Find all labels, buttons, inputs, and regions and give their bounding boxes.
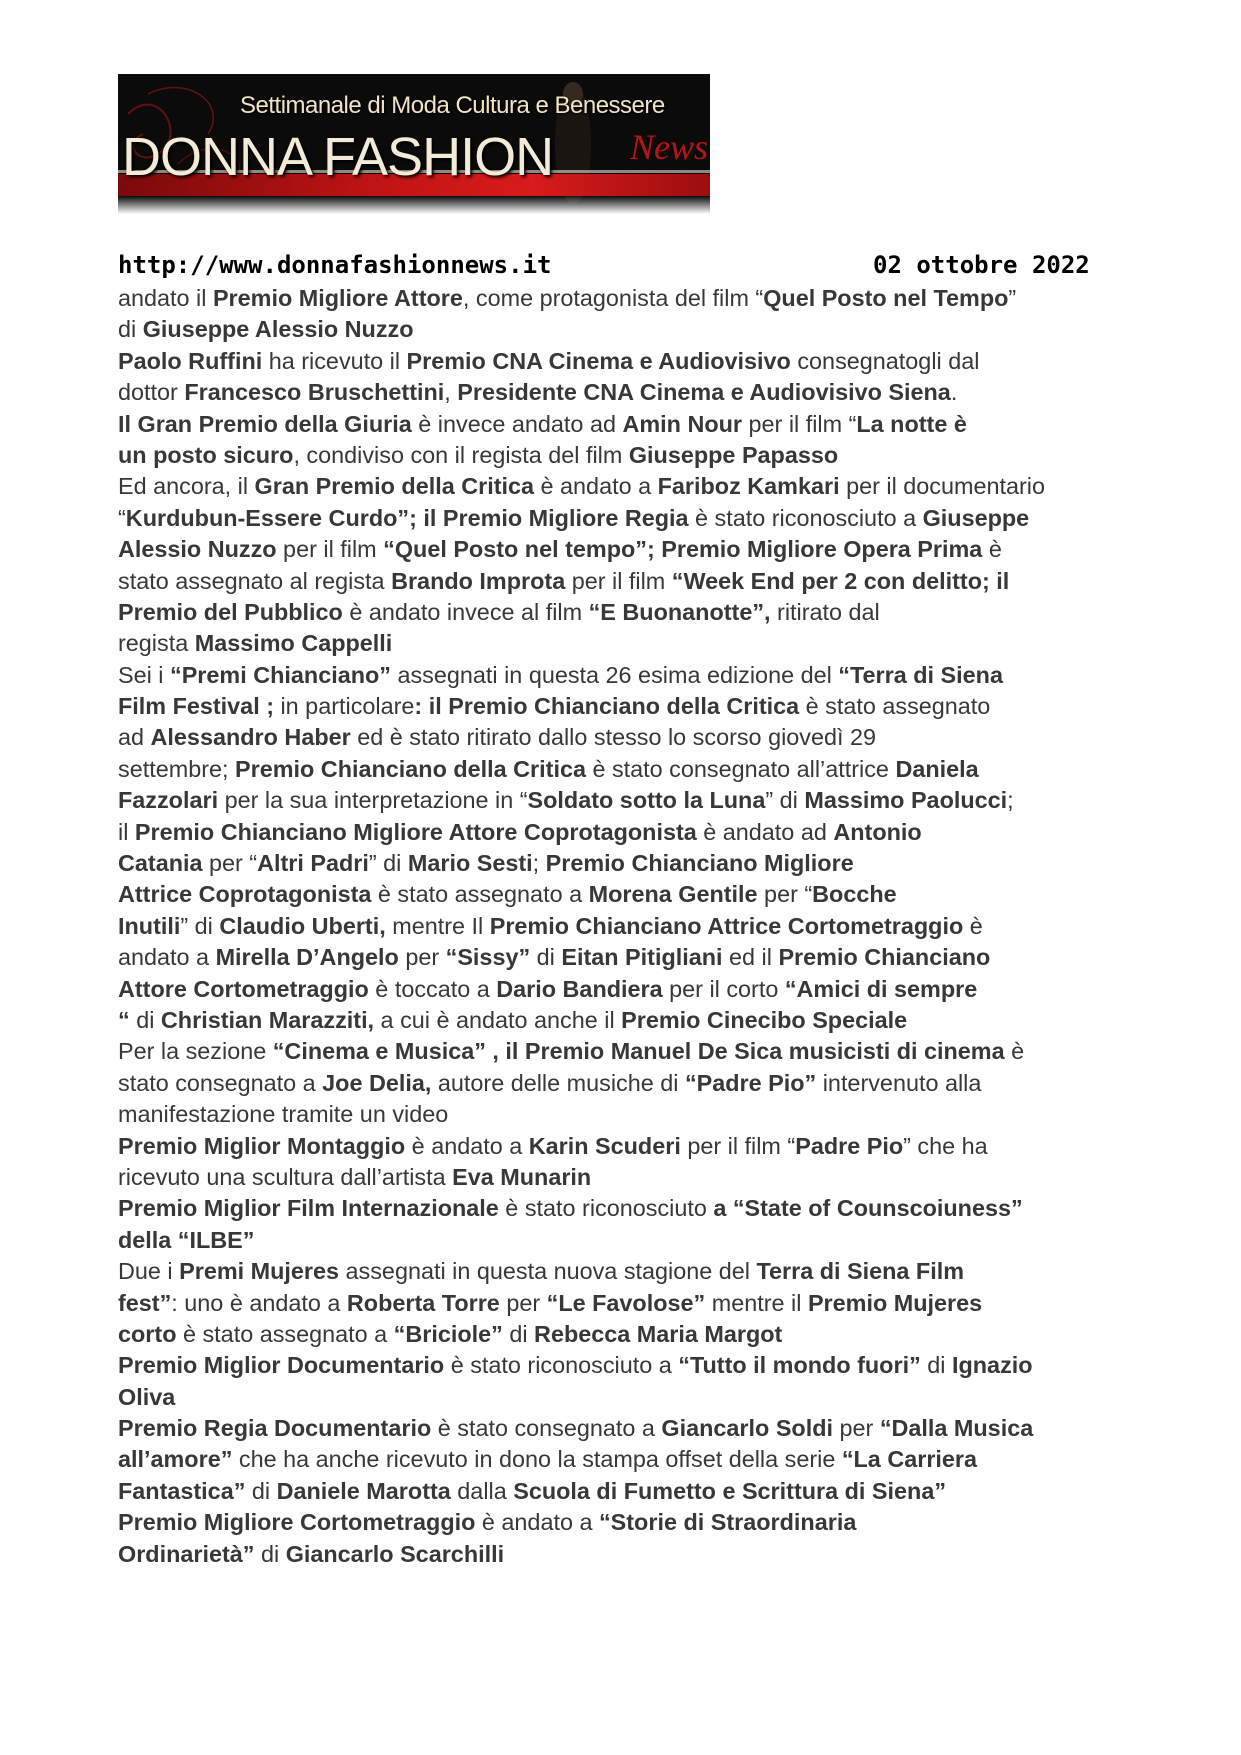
masthead-fade: [118, 196, 710, 214]
text-run: : uno è andato a: [171, 1289, 347, 1316]
bold-text-run: Quel Posto nel Tempo: [763, 285, 1009, 311]
text-run: è andato invece al film: [342, 598, 589, 625]
bold-text-run: Dario Bandiera: [496, 975, 663, 1002]
bold-text-run: Ordinarietà”: [118, 1540, 255, 1567]
bold-text-run: “E Buonanotte”,: [588, 598, 771, 625]
bold-text-run: “Sissy”: [445, 944, 531, 971]
text-run: è stato riconosciuto a: [444, 1352, 679, 1379]
masthead-logo: [118, 74, 710, 214]
bold-text-run: Premio Migliore Attore: [212, 285, 463, 311]
text-run: .: [950, 379, 958, 406]
bold-text-run: Joe Delia,: [322, 1069, 432, 1096]
text-run: per: [833, 1415, 880, 1442]
text-run: è stato assegnato a: [176, 1320, 394, 1347]
bold-text-run: “Terra di Siena: [838, 661, 1003, 688]
bold-text-run: “Premi Chianciano”: [170, 661, 391, 688]
text-run: è stato riconosciuto a: [688, 504, 923, 531]
text-run: di: [530, 944, 562, 971]
bold-text-run: Rebecca Maria Margot: [534, 1320, 783, 1347]
text-run: regista: [118, 630, 195, 657]
article-line: [118, 1288, 1118, 1319]
text-run: ,: [444, 379, 458, 406]
bold-text-run: Terra di Siena Film: [756, 1258, 965, 1285]
text-run: per il film “: [680, 1132, 796, 1159]
source-url: http://www.donnafashionnews.it: [118, 251, 552, 279]
text-run: ritirato dal: [770, 598, 880, 625]
bold-text-run: Premio Regia Documentario: [118, 1415, 432, 1442]
text-run: è: [982, 536, 1002, 563]
text-run: dottor: [118, 379, 185, 406]
text-run: di: [502, 1320, 535, 1347]
text-run: per “: [202, 850, 258, 877]
article-line: [118, 597, 1118, 628]
article-line: [118, 785, 1118, 816]
text-run: ” di: [180, 912, 220, 939]
article-line: [118, 503, 1118, 534]
text-run: “: [118, 504, 126, 531]
bold-text-run: Oliva: [118, 1383, 176, 1410]
text-run: andato il: [118, 285, 213, 311]
bold-text-run: Gran Premio della Critica: [254, 473, 535, 500]
text-run: , come protagonista del film “: [462, 285, 764, 311]
text-run: in particolare: [273, 693, 415, 720]
bold-text-run: “Quel Posto nel tempo”; Premio Migliore Opera Prima: [383, 536, 983, 563]
article-line: [118, 534, 1118, 565]
text-run: di: [920, 1352, 952, 1379]
text-run: settembre;: [118, 755, 235, 782]
text-run: ” di: [765, 787, 805, 814]
text-run: è andato ad: [696, 818, 834, 845]
bold-text-run: Premio Chianciano Migliore Attore Coprotagonista: [134, 818, 697, 845]
bold-text-run: Giancarlo Soldi: [661, 1415, 833, 1442]
text-run: ha ricevuto il: [262, 347, 407, 374]
article-line: [118, 911, 1118, 942]
bold-text-run: Premio Miglior Film Internazionale: [118, 1195, 499, 1222]
article-line: [118, 974, 1118, 1005]
article-line: [118, 848, 1118, 879]
bold-text-run: “Amici di sempre: [784, 975, 978, 1002]
text-run: è andato a: [534, 473, 658, 500]
article-line: [118, 1476, 1118, 1507]
article-line: [118, 1350, 1118, 1381]
bold-text-run: Ignazio: [951, 1352, 1033, 1379]
article-line: [118, 1413, 1118, 1444]
text-run: per il documentario: [839, 473, 1046, 500]
text-run: manifestazione tramite un video: [118, 1101, 449, 1128]
bold-text-run: Alessio Nuzzo: [118, 536, 277, 563]
text-run: è: [1004, 1038, 1025, 1065]
article-line: [118, 1444, 1118, 1475]
bold-text-run: Premio Chianciano: [778, 944, 991, 971]
text-run: ad: [118, 724, 151, 751]
bold-text-run: “Le Favolose”: [546, 1289, 706, 1316]
text-run: per il film: [565, 567, 672, 594]
bold-text-run: Premio Chianciano Attrice Cortometraggio: [489, 912, 964, 939]
bold-text-run: Roberta Torre: [346, 1289, 500, 1316]
bold-text-run: “Storie di Straordinaria: [598, 1509, 857, 1536]
bold-text-run: Premio Cinecibo Speciale: [621, 1006, 908, 1033]
article-line: [118, 314, 1118, 345]
text-run: è andato a: [405, 1132, 529, 1159]
article-line: [118, 1162, 1118, 1193]
bold-text-run: Francesco Bruschettini: [184, 379, 445, 406]
bold-text-run: “Week End per 2 con delitto; il: [671, 567, 1010, 594]
bold-text-run: Scuola di Fumetto e Scrittura di Siena”: [513, 1477, 947, 1504]
bold-text-run: “: [118, 1006, 130, 1033]
text-run: è stato consegnato all’attrice: [585, 755, 896, 782]
article-line: [118, 377, 1118, 408]
bold-text-run: “Tutto il mondo fuori”: [678, 1352, 921, 1379]
text-run: per il corto: [662, 975, 785, 1002]
text-run: Sei i: [118, 661, 171, 688]
bold-text-run: Eitan Pitigliani: [561, 944, 723, 971]
bold-text-run: Altri Padri: [257, 850, 369, 877]
text-run: è stato assegnato: [799, 693, 991, 720]
bold-text-run: Fazzolari: [118, 787, 219, 814]
bold-text-run: Morena Gentile: [588, 881, 758, 908]
text-run: per “: [757, 881, 813, 908]
bold-text-run: Presidente CNA Cinema e Audiovisivo Siena: [457, 379, 951, 406]
bold-text-run: Amin Nour: [622, 410, 743, 437]
text-run: ” che ha: [903, 1132, 988, 1159]
bold-text-run: Soldato sotto la Luna: [527, 787, 766, 814]
bold-text-run: Claudio Uberti,: [219, 912, 386, 939]
article-line: [118, 566, 1118, 597]
bold-text-run: corto: [118, 1320, 177, 1347]
text-run: per il film: [276, 536, 384, 563]
text-run: per: [398, 944, 446, 971]
bold-text-run: Premio del Pubblico: [118, 598, 343, 625]
bold-text-run: Daniela: [895, 755, 979, 782]
bold-text-run: un posto sicuro: [118, 441, 294, 468]
article-line: [118, 440, 1118, 471]
bold-text-run: Giuseppe Alessio Nuzzo: [142, 316, 414, 343]
bold-text-run: Premio Mujeres: [807, 1289, 983, 1316]
bold-text-run: La notte è: [856, 410, 967, 437]
text-run: è toccato a: [368, 975, 497, 1002]
article-line: [118, 1131, 1118, 1162]
text-run: per il film “: [742, 410, 857, 437]
bold-text-run: “Cinema e Musica” , il Premio Manuel De Sica musicisti di cinema: [272, 1038, 1005, 1065]
bold-text-run: Giancarlo Scarchilli: [285, 1540, 505, 1567]
bold-text-run: Daniele Marotta: [276, 1477, 451, 1504]
bold-text-run: Premio Chianciano Migliore: [545, 850, 854, 877]
article-line: [118, 817, 1118, 848]
text-run: è stato assegnato a: [371, 881, 589, 908]
article-line: [118, 722, 1118, 753]
bold-text-run: Alessandro Haber: [150, 724, 351, 751]
text-run: è: [963, 912, 983, 939]
text-run: per la sua interpretazione in “: [218, 787, 528, 814]
text-run: stato consegnato a: [118, 1069, 323, 1096]
article-line: [118, 283, 1118, 314]
article-line: [118, 1005, 1118, 1036]
text-run: andato a: [118, 944, 216, 971]
bold-text-run: Eva Munarin: [452, 1163, 592, 1190]
text-run: ;: [532, 850, 546, 877]
bold-text-run: Premio Miglior Documentario: [118, 1352, 445, 1379]
text-run: di: [254, 1540, 286, 1567]
article-line: [118, 1225, 1118, 1256]
bold-text-run: “Padre Pio”: [684, 1069, 817, 1096]
bold-text-run: “Briciole”: [393, 1320, 503, 1347]
bold-text-run: Padre Pio: [795, 1132, 904, 1159]
article-line: [118, 660, 1118, 691]
bold-text-run: Attrice Coprotagonista: [118, 881, 372, 908]
bold-text-run: Premio CNA Cinema e Audiovisivo: [406, 347, 791, 374]
article-body: [118, 283, 1118, 1570]
bold-text-run: Bocche: [812, 881, 897, 908]
text-run: , condiviso con il regista del film: [293, 441, 629, 468]
article-line: [118, 754, 1118, 785]
bold-text-run: Catania: [118, 850, 203, 877]
bold-text-run: all’amore”: [118, 1446, 233, 1473]
article-line: [118, 1256, 1118, 1287]
article-line: [118, 1036, 1118, 1067]
masthead-news-label: News: [630, 127, 709, 167]
article-line: [118, 1099, 1118, 1130]
text-run: di: [118, 316, 143, 343]
text-run: ;: [1007, 787, 1014, 814]
bold-text-run: Premio Miglior Montaggio: [118, 1132, 406, 1159]
bold-text-run: Premio Migliore Cortometraggio: [118, 1509, 476, 1536]
article-line: [118, 409, 1118, 440]
text-run: stato assegnato al regista: [118, 567, 392, 594]
article-line: [118, 691, 1118, 722]
bold-text-run: Christian Marazziti,: [160, 1006, 375, 1033]
text-run: è invece andato ad: [411, 410, 623, 437]
text-run: di: [245, 1477, 277, 1504]
article-line: [118, 471, 1118, 502]
bold-text-run: Giuseppe: [922, 504, 1030, 531]
text-run: Due i: [118, 1258, 180, 1285]
article-line: [118, 628, 1118, 659]
text-run: assegnati in questa 26 esima edizione del: [390, 661, 839, 688]
text-run: mentre il: [705, 1289, 808, 1316]
bold-text-run: Kurdubun-Essere Curdo”; il Premio Migliore Regia: [125, 504, 689, 531]
text-run: Per la sezione: [118, 1038, 273, 1065]
bold-text-run: Film Festival ;: [118, 693, 274, 720]
text-run: mentre Il: [385, 912, 490, 939]
text-run: è stato consegnato a: [431, 1415, 662, 1442]
text-run: ”: [1008, 285, 1017, 311]
bold-text-run: Massimo Paolucci: [804, 787, 1008, 814]
text-run: consegnatogli dal: [790, 347, 980, 374]
article-line: [118, 346, 1118, 377]
bold-text-run: Fariboz Kamkari: [657, 473, 840, 500]
text-run: ricevuto una scultura dall’artista: [118, 1163, 453, 1190]
bold-text-run: Karin Scuderi: [528, 1132, 681, 1159]
text-run: intervenuto alla: [816, 1069, 982, 1096]
bold-text-run: Mario Sesti: [407, 850, 533, 877]
bold-text-run: Fantastica”: [118, 1477, 246, 1504]
bold-text-run: : il Premio Chianciano della Critica: [414, 693, 800, 720]
bold-text-run: “La Carriera: [841, 1446, 978, 1473]
text-run: per: [499, 1289, 547, 1316]
text-run: autore delle musiche di: [431, 1069, 685, 1096]
bold-text-run: “Dalla Musica: [879, 1415, 1034, 1442]
text-run: a cui è andato anche il: [374, 1006, 622, 1033]
bold-text-run: Massimo Cappelli: [194, 630, 393, 657]
text-run: è andato a: [475, 1509, 599, 1536]
masthead-brand-name: DONNA FASHION: [122, 127, 554, 187]
article-line: [118, 1539, 1118, 1570]
article-line: [118, 1193, 1118, 1224]
text-run: di: [129, 1006, 161, 1033]
article-line: [118, 1319, 1118, 1350]
article-line: [118, 879, 1118, 910]
article-line: [118, 942, 1118, 973]
article-line: [118, 1382, 1118, 1413]
bold-text-run: Attore Cortometraggio: [118, 975, 369, 1002]
text-run: Ed ancora, il: [118, 473, 255, 500]
bold-text-run: a “State of Counscoiuness”: [713, 1195, 1023, 1222]
text-run: dalla: [450, 1477, 514, 1504]
text-run: è stato riconosciuto: [498, 1195, 714, 1222]
bold-text-run: Premi Mujeres: [179, 1258, 340, 1285]
text-run: ed il: [722, 944, 779, 971]
publication-date: 02 ottobre 2022: [873, 251, 1090, 279]
article-line: [118, 1068, 1118, 1099]
bold-text-run: Paolo Ruffini: [118, 347, 263, 374]
bold-text-run: Mirella D’Angelo: [215, 944, 399, 971]
text-run: ” di: [368, 850, 408, 877]
bold-text-run: Antonio: [833, 818, 922, 845]
bold-text-run: Premio Chianciano della Critica: [235, 755, 586, 782]
bold-text-run: della “ILBE”: [118, 1226, 255, 1253]
text-run: il: [118, 818, 135, 845]
bold-text-run: Giuseppe Papasso: [628, 441, 839, 468]
text-run: ed è stato ritirato dallo stesso lo scorso giovedì 29: [350, 724, 877, 751]
article-line: [118, 1507, 1118, 1538]
bold-text-run: Brando Improta: [391, 567, 566, 594]
text-run: che ha anche ricevuto in dono la stampa offset della serie: [232, 1446, 842, 1473]
text-run: assegnati in questa nuova stagione del: [339, 1258, 757, 1285]
bold-text-run: Il Gran Premio della Giuria: [118, 410, 412, 437]
bold-text-run: fest”: [118, 1289, 172, 1316]
masthead-tagline: Settimanale di Moda Cultura e Benessere: [240, 92, 665, 119]
bold-text-run: Inutili: [118, 912, 181, 939]
